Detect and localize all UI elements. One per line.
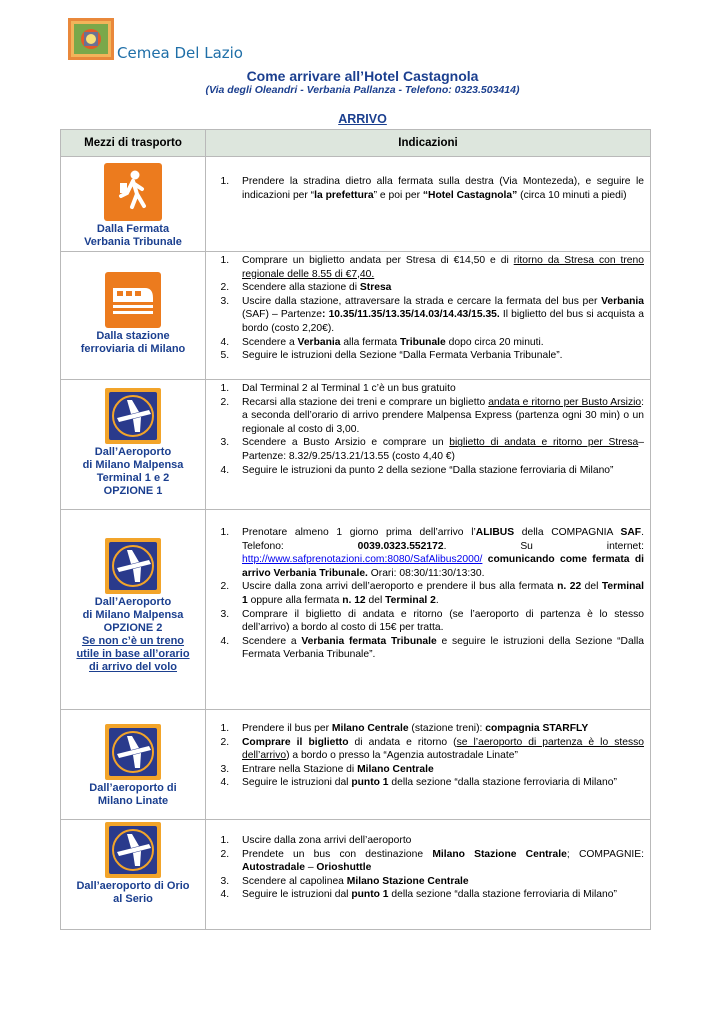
list-item: 2. Uscire dalla zona arrivi dell’aeroporto e prendere il bus alla fermata n. 22 del Terminal 1 oppure alla fermata n. 12 del Terminal 2.: [232, 580, 644, 607]
row-title-line: ferroviaria di Milano: [80, 343, 186, 355]
airplane-icon: [105, 388, 161, 444]
list-item: 1. Uscire dalla zona arrivi dell’aeroporto: [232, 834, 644, 848]
list-item: 3. Scendere al capolinea Milano Stazione Centrale: [232, 875, 644, 889]
table-row: [61, 710, 651, 820]
row-title-line: di Milano Malpensa: [82, 459, 184, 471]
row-title-line: OPZIONE 2: [103, 622, 163, 634]
row-title-line: Dall’Aeroporto: [94, 596, 172, 608]
directions-list: [206, 175, 650, 202]
list-item: 1. Prendere la stradina dietro alla fermata sulla destra (Via Montezeda), e seguire le indicazioni per “la prefettura” e poi per “Hotel Castagnola” (circa 10 minuti a piedi): [232, 175, 644, 202]
list-item: 1. Dal Terminal 2 al Terminal 1 c’è un bus gratuito: [232, 382, 644, 396]
list-item: 4. Seguire le istruzioni dal punto 1 della sezione “dalla stazione ferroviaria di Milano”: [232, 888, 644, 902]
row-title-line: OPZIONE 1: [103, 485, 163, 497]
cemea-logo-icon: [68, 18, 114, 60]
table-row: [61, 510, 651, 710]
directions-cell: [206, 252, 651, 380]
list-item: 2. Recarsi alla stazione dei treni e comprare un biglietto andata e ritorno per Busto Arsizio: a seconda dell’orario di arrivo prendere Malpensa Express (partenza ogni 30 min) o un regionale al costo di 3,00.: [232, 396, 644, 437]
directions-cell: [206, 710, 651, 820]
list-item: 1. Comprare un biglietto andata per Stresa di €14,50 e di ritorno da Stresa con treno regionale delle 8.55 di €7,40.: [232, 254, 644, 281]
directions-cell: [206, 820, 651, 930]
list-item: 5. Seguire le istruzioni della Sezione “Dalla Fermata Verbania Tribunale”.: [232, 349, 644, 363]
table-row: [61, 252, 651, 380]
transport-cell: [61, 820, 206, 930]
row-title-line: di Milano Malpensa: [82, 609, 184, 621]
row-title-line: Dall’Aeroporto: [94, 446, 172, 458]
table-row: [61, 380, 651, 510]
section-heading: ARRIVO: [338, 112, 387, 126]
transport-cell: [61, 380, 206, 510]
list-item: 4. Scendere a Verbania fermata Tribunale e seguire le istruzioni della Sezione “Dalla Fermata Verbania Tribunale”.: [232, 635, 644, 662]
list-item: 2. Prendete un bus con destinazione Milano Stazione Centrale; COMPAGNIE: Autostradale – Orioshuttle: [232, 848, 644, 875]
airplane-icon: [105, 822, 161, 878]
row-title-line: al Serio: [113, 893, 153, 905]
row-title-line: Dalla Fermata: [96, 223, 170, 235]
directions-table: [60, 129, 651, 930]
list-item: 3. Scendere a Busto Arsizio e comprare un biglietto di andata e ritorno per Stresa– Partenze: 8.32/9.25/13.21/13.55 (costo 4,40 €): [232, 436, 644, 463]
transport-cell: [61, 252, 206, 380]
column-header-transport: Mezzi di trasporto: [61, 130, 206, 157]
list-item: 3. Comprare il biglietto di andata e ritorno (se l’aeroporto di partenza è lo stesso dell’arrivo) a bordo al costo di 15€ per tratta.: [232, 608, 644, 635]
walking-person-icon: [104, 163, 162, 221]
brand-name: Cemea Del Lazio: [117, 44, 243, 62]
table-header-row: [61, 130, 651, 157]
directions-list: [206, 834, 650, 902]
list-item: 4. Seguire le istruzioni da punto 2 della sezione “Dalla stazione ferroviaria di Milano”: [232, 464, 644, 478]
train-icon: [105, 272, 161, 328]
list-item: 4. Seguire le istruzioni dal punto 1 della sezione “dalla stazione ferroviaria di Milano”: [232, 776, 644, 790]
directions-list: [206, 254, 650, 363]
directions-list: [206, 382, 650, 477]
row-title-line: Milano Linate: [97, 795, 169, 807]
airplane-icon: [105, 724, 161, 780]
list-item: 2. Comprare il biglietto di andata e ritorno (se l’aeroporto di partenza è lo stesso dell’arrivo) a bordo o presso la “Agenzia autostradale Linate”: [232, 736, 644, 763]
directions-cell: [206, 157, 651, 252]
list-item: 1. Prendere il bus per Milano Centrale (stazione treni): compagnia STARFLY: [232, 722, 644, 736]
airplane-icon: [105, 538, 161, 594]
transport-cell: [61, 157, 206, 252]
row-title-line: Se non c’è un treno: [81, 635, 185, 647]
directions-cell: [206, 380, 651, 510]
table-row: [61, 157, 651, 252]
list-item: 3. Uscire dalla stazione, attraversare la strada e cercare la fermata del bus per Verbania (SAF) – Partenze: 10.35/11.35/13.35/14.03/14.43/15.35. Il biglietto del bus si acquista a bordo (costo 2,20€).: [232, 295, 644, 336]
list-item: 4. Scendere a Verbania alla fermata Tribunale dopo circa 20 minuti.: [232, 336, 644, 350]
list-item: 3. Entrare nella Stazione di Milano Centrale: [232, 763, 644, 777]
directions-list: [206, 526, 650, 662]
row-title-line: Terminal 1 e 2: [96, 472, 170, 484]
directions-cell: [206, 510, 651, 710]
transport-cell: [61, 710, 206, 820]
row-title-line: Dall’aeroporto di: [89, 782, 177, 794]
column-header-directions: Indicazioni: [206, 130, 651, 157]
row-title-line: Dall’aeroporto di Orio: [76, 880, 190, 892]
hotel-address: (Via degli Oleandri - Verbania Pallanza - Telefono: 0323.503414): [205, 84, 520, 96]
transport-cell: [61, 510, 206, 710]
row-title-line: Verbania Tribunale: [84, 236, 182, 248]
row-title-line: di arrivo del volo: [88, 661, 178, 673]
row-title-line: utile in base all’orario: [76, 648, 190, 660]
list-item: 1. Prenotare almeno 1 giorno prima dell’arrivo l’ALIBUS della COMPAGNIA SAF. Telefono: 0039.0323.552172. Su internet: http://www.safprenotazioni.com:8080/SafAlibus2000/ comunicando come fermata di arrivo Verbania Tribunale. Orari: 08:30/11:30/13:30.: [232, 526, 644, 580]
row-title-line: Dalla stazione: [96, 330, 170, 342]
page-title: Come arrivare all’Hotel Castagnola: [246, 68, 479, 84]
list-item: 2. Scendere alla stazione di Stresa: [232, 281, 644, 295]
alibus-booking-link[interactable]: http://www.safprenotazioni.com:8080/SafAlibus2000/: [242, 554, 483, 566]
directions-list: [206, 722, 650, 790]
table-row: [61, 820, 651, 930]
